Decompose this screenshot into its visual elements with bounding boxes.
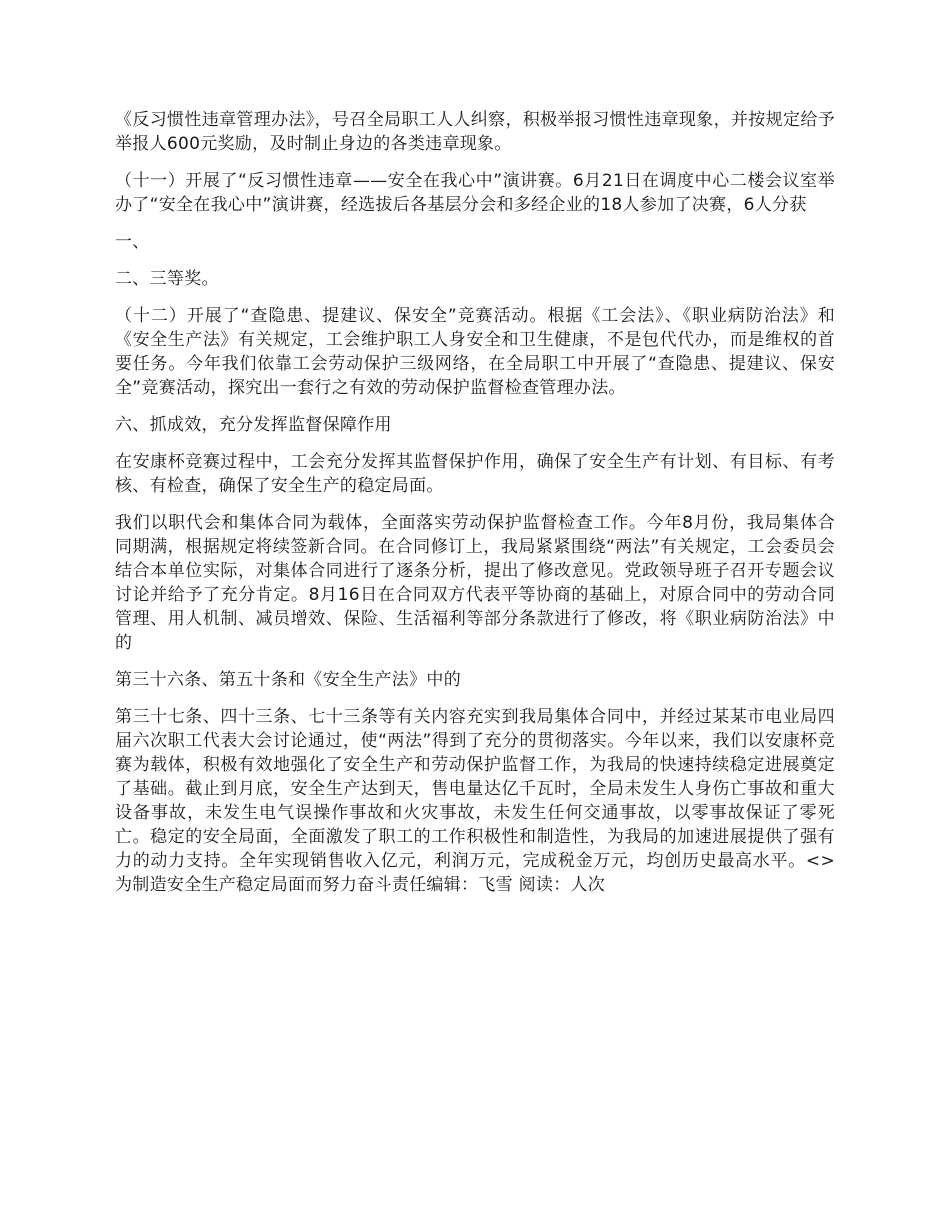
paragraph-9: 第三十六条、第五十条和《安全生产法》中的	[115, 670, 461, 690]
paragraph-7: 在安康杯竞赛过程中，工会充分发挥其监督保护作用，确保了安全生产有计划、有目标、有考核、有检查，确保了安全生产的稳定局面。	[115, 452, 835, 496]
paragraph-3: 一、	[115, 232, 150, 252]
paragraph-1: 《反习惯性违章管理办法》，号召全局职工人人纠察，积极举报习惯性违章现象，并按规定给予举报人600元奖励，及时制止身边的各类违章现象。	[115, 110, 835, 154]
document-body	[115, 108, 835, 910]
paragraph-8: 我们以职代会和集体合同为载体，全面落实劳动保护监督检查工作。今年8月份，我局集体合同期满，根据规定将续签新合同。在合同修订上，我局紧紧围绕“两法”有关规定，工会委员会结合本单位实际，对集体合同进行了逐条分析，提出了修改意见。党政领导班子召开专题会议讨论并给予了充分肯定。8月16日在合同双方代表平等协商的基础上，对原合同中的劳动合同管理、用人机制、减员增效、保险、生活福利等部分条款进行了修改，将《职业病防治法》中的	[115, 513, 835, 653]
paragraph-5: （十二）开展了“查隐患、提建议、保安全”竞赛活动。根据《工会法》、《职业病防治法》和《安全生产法》有关规定，工会维护职工人身安全和卫生健康，不是包代代办，而是维权的首要任务。今年我们依靠工会劳动保护三级网络，在全局职工中开展了“查隐患、提建议、保安全”竞赛活动，探究出一套行之有效的劳动保护监督检查管理办法。	[115, 306, 835, 398]
paragraph-2: （十一）开展了“反习惯性违章——安全在我心中”演讲赛。6月21日在调度中心二楼会议室举办了“安全在我心中”演讲赛，经选拔后各基层分会和多经企业的18人参加了决赛，6人分获	[115, 171, 835, 215]
paragraph-4: 二、三等奖。	[115, 269, 219, 289]
paragraph-10: 第三十七条、四十三条、七十三条等有关内容充实到我局集体合同中，并经过某某市电业局四届六次职工代表大会讨论通过，使“两法”得到了充分的贯彻落实。今年以来，我们以安康杯竞赛为载体，积极有效地强化了安全生产和劳动保护监督工作，为我局的快速持续稳定进展奠定了基础。截止到月底，安全生产达到天，售电量达亿千瓦时，全局未发生人身伤亡事故和重大设备事故，未发生电气误操作事故和火灾事故，未发生任何交通事故，以零事故保证了零死亡。稳定的安全局面，全面激发了职工的工作积极性和制造性，为我局的加速进展提供了强有力的动力支持。全年实现销售收入亿元，利润万元，完成税金万元，均创历史最高水平。<>为制造安全生产稳定局面而努力奋斗责任编辑：飞雪 阅读：人次	[115, 707, 835, 895]
section-heading: 六、抓成效，充分发挥监督保障作用	[115, 415, 392, 435]
